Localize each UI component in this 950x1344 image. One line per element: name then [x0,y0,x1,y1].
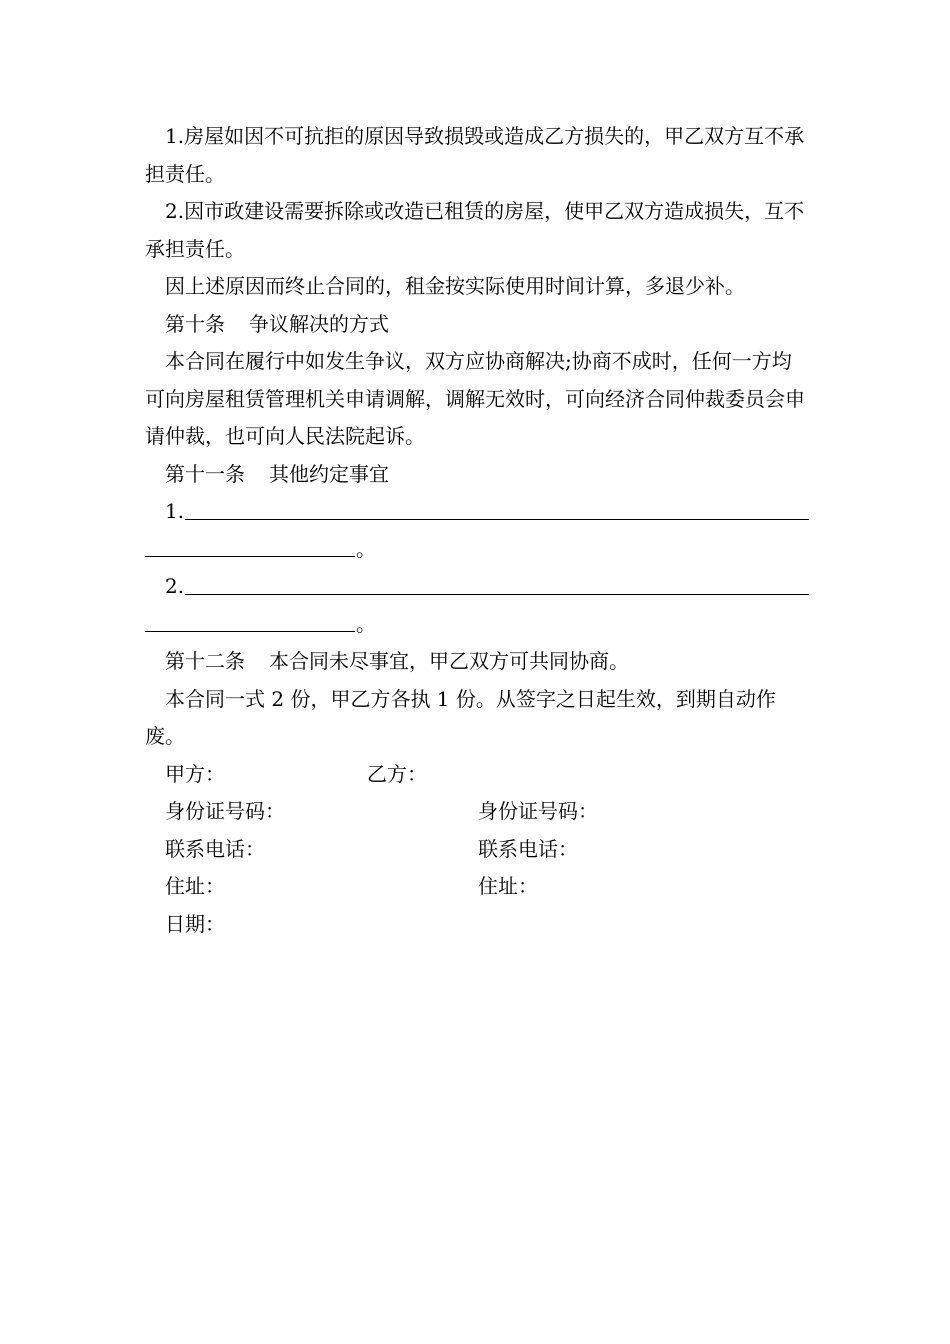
article-10-number: 第十条 [165,311,225,336]
fill-in-blank-line [185,594,809,595]
item-end-punctuation: 。 [356,536,376,561]
signature-row-parties [145,756,809,794]
party-b-address-label: 住址： [478,874,538,898]
article-10-body: 本合同在履行中如发生争议，双方应协商解决;协商不成时，任何一方均可向房屋租赁管理机关申请调解，调解无效时，可向经济合同仲裁委员会申请仲裁，也可向人民法院起诉。 [145,349,805,448]
other-matters-item-1 [145,493,809,568]
article-10-heading [145,306,809,344]
article-11-title: 其他约定事宜 [269,461,389,486]
other-matters-item-2 [145,568,809,643]
item-number: 2. [165,574,185,598]
article-12-title: 本合同未尽事宜，甲乙双方可共同协商。 [269,649,629,673]
date-label: 日期： [165,911,225,936]
party-b-label: 乙方： [367,761,427,786]
clause-force-majeure: 1.房屋如因不可抗拒的原因导致损毁或造成乙方损失的，甲乙双方互不承担责任。 [145,124,805,186]
item-end-punctuation: 。 [356,611,376,636]
signature-row-id [145,793,809,831]
party-b-id-label: 身份证号码： [478,799,598,823]
article-12-heading [145,643,809,681]
party-a-address-label: 住址： [165,874,225,898]
party-b-phone-label: 联系电话： [478,836,578,861]
fill-in-blank-line [145,631,355,632]
item-number: 1. [165,499,185,523]
signature-row-address [145,868,809,906]
fill-in-blank-line [185,519,809,520]
party-a-phone-label: 联系电话： [165,836,265,861]
party-a-id-label: 身份证号码： [165,799,285,823]
article-11-heading [145,456,809,494]
article-10-title: 争议解决的方式 [249,311,389,336]
document-body [145,118,809,943]
article-12-number: 第十二条 [165,649,245,673]
signature-row-phone [145,831,809,869]
clause-municipal-demolition: 2.因市政建设需要拆除或改造已租赁的房屋，使甲乙双方造成损失，互不承担责任。 [145,199,805,261]
signature-row-date [145,906,809,944]
clause-rent-settlement: 因上述原因而终止合同的，租金按实际使用时间计算，多退少补。 [165,274,745,298]
article-11-number: 第十一条 [165,461,245,486]
closing-clause: 本合同一式 2 份，甲乙方各执 1 份。从签字之日起生效，到期自动作废。 [145,686,776,748]
fill-in-blank-line [145,556,355,557]
party-a-label: 甲方： [165,761,225,786]
